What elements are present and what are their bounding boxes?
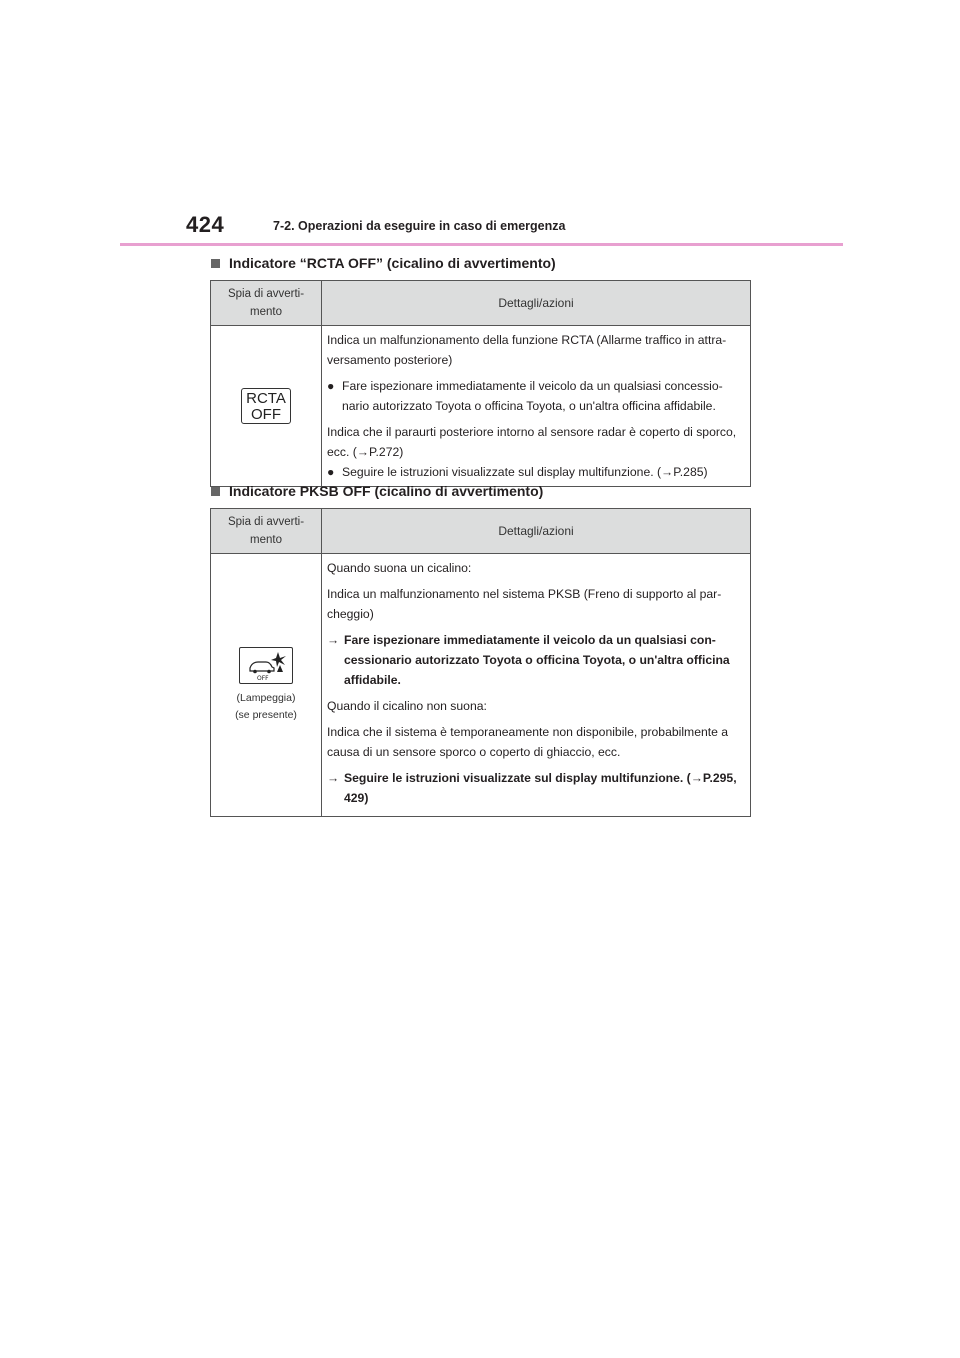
arrow-right-icon: →: [327, 633, 340, 647]
details-bullet: [327, 376, 746, 416]
arrow-right-icon: →: [327, 771, 340, 785]
details-paragraph: Quando suona un cicalino:: [327, 561, 472, 575]
bullet-dot-icon: ●: [327, 379, 335, 393]
details-paragraph: Indica che il sistema è temporaneamente non disponibile, probabilmente a causa di un sensore sporco o coperto di ghiaccio, ecc.: [327, 725, 729, 759]
column-header-details: Dettagli/azioni: [322, 281, 751, 326]
details-paragraph: Indica che il paraurti posteriore intorno al sensore radar è coperto di sporco, ecc. (→P.272): [327, 425, 737, 459]
bullet-text: Fare ispezionare immediatamente il veicolo da un qualsiasi concessio-nario autorizzato Toyota o officina Toyota, o un'altra officina affidabile.: [342, 379, 723, 413]
rcta-off-icon: [241, 388, 291, 424]
column-header-warning-light: Spia di avverti- mento: [211, 509, 322, 554]
details-cell: [322, 326, 751, 487]
icon-caption-if-present: (se presente): [235, 708, 297, 721]
icon-cell: [211, 554, 322, 817]
details-action: [327, 768, 746, 808]
table-row: [211, 326, 751, 487]
rcta-icon-line2: OFF: [251, 405, 281, 423]
column-header-warning-light: Spia di avverti- mento: [211, 281, 322, 326]
action-text: Seguire le istruzioni visualizzate sul display multifunzione. (→P.295, 429): [344, 771, 737, 805]
pksb-table: [210, 508, 751, 817]
rcta-icon-line1: RCTA: [246, 389, 286, 407]
square-bullet-icon: [211, 487, 220, 496]
bullet-text: Seguire le istruzioni visualizzate sul display multifunzione. (→P.285): [342, 465, 708, 479]
details-paragraph: Indica un malfunzionamento della funzione RCTA (Allarme traffico in attra-versamento posteriore): [327, 333, 727, 367]
details-action: [327, 630, 746, 690]
details-bullet: [327, 462, 746, 482]
icon-caption-blinking: (Lampeggia): [236, 691, 296, 704]
table-header-row: [211, 509, 751, 554]
running-header: 7-2. Operazioni da eseguire in caso di emergenza: [273, 219, 566, 233]
icon-cell: [211, 326, 322, 487]
section-title-pksb: [211, 483, 543, 499]
details-paragraph: Indica un malfunzionamento nel sistema PKSB (Freno di supporto al par-cheggio): [327, 587, 722, 621]
section-title-text: Indicatore “RCTA OFF” (cicalino di avvertimento): [229, 255, 556, 271]
table-header-row: [211, 281, 751, 326]
pksb-off-icon: [239, 647, 293, 684]
rcta-table: [210, 280, 751, 487]
details-paragraph: Quando il cicalino non suona:: [327, 699, 487, 713]
details-cell: [322, 554, 751, 817]
page-number: 424: [186, 212, 225, 237]
square-bullet-icon: [211, 259, 220, 268]
section-title-text: Indicatore PKSB OFF (cicalino di avvertimento): [229, 483, 544, 499]
bullet-dot-icon: ●: [327, 465, 335, 479]
column-header-details: Dettagli/azioni: [322, 509, 751, 554]
action-text: Fare ispezionare immediatamente il veicolo da un qualsiasi con-cessionario autorizzato Toyota o officina Toyota, o un'altra officina affidabile.: [344, 633, 730, 687]
header-rule: [120, 243, 843, 246]
table-row: [211, 554, 751, 817]
section-title-rcta: [211, 255, 556, 271]
svg-text:OFF: OFF: [257, 674, 269, 682]
